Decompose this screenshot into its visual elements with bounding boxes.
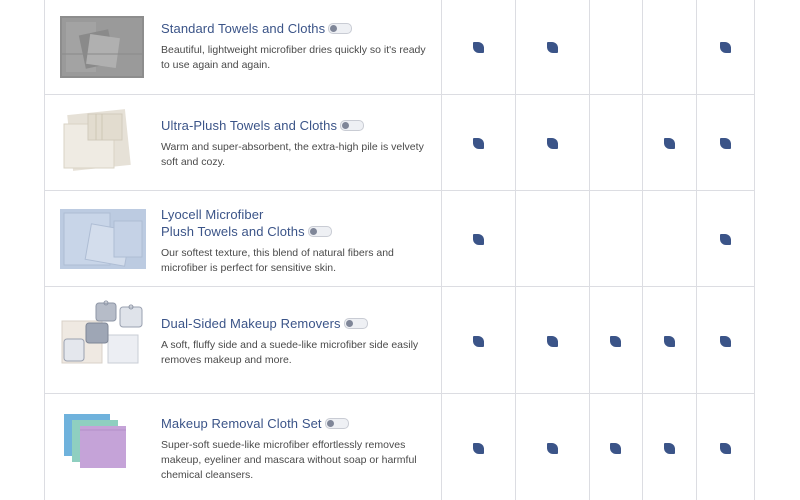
product-description: A soft, fluffy side and a suede-like microfiber side easily removes makeup and more. (161, 339, 419, 366)
product-title[interactable]: Ultra-Plush Towels and Cloths (161, 117, 431, 134)
leaf-check-icon (720, 234, 731, 245)
table-row (0, 287, 800, 393)
leaf-check-icon (664, 138, 675, 149)
leaf-check-icon (720, 138, 731, 149)
leaf-check-icon (547, 138, 558, 149)
product-description: Beautiful, lightweight microfiber dries quickly so it's ready to use again and again. (161, 44, 426, 71)
leaf-check-icon (473, 138, 484, 149)
brand-badge-icon (325, 418, 349, 429)
leaf-check-icon (473, 443, 484, 454)
product-info (161, 117, 431, 170)
leaf-check-icon (664, 443, 675, 454)
product-info (161, 206, 431, 276)
cream-towel-stack-image (58, 108, 150, 174)
table-row (0, 394, 800, 500)
leaf-check-icon (473, 42, 484, 53)
brand-badge-icon (344, 318, 368, 329)
product-description: Warm and super-absorbent, the extra-high pile is velvety soft and cozy. (161, 141, 424, 168)
product-info (161, 20, 431, 73)
leaf-check-icon (547, 443, 558, 454)
leaf-check-icon (720, 443, 731, 454)
product-title[interactable]: Standard Towels and Cloths (161, 20, 431, 37)
table-row (0, 0, 800, 94)
gray-towel-stack-image (58, 14, 150, 80)
product-info (161, 415, 431, 483)
leaf-check-icon (610, 336, 621, 347)
leaf-check-icon (473, 234, 484, 245)
product-title[interactable]: Lyocell Microfiber Plush Towels and Cloths (161, 206, 431, 240)
product-title[interactable]: Dual-Sided Makeup Removers (161, 315, 431, 332)
leaf-check-icon (720, 336, 731, 347)
colored-cloth-set-image (58, 410, 150, 472)
table-row (0, 191, 800, 286)
product-title[interactable]: Makeup Removal Cloth Set (161, 415, 431, 432)
table-row (0, 95, 800, 190)
leaf-check-icon (664, 336, 675, 347)
makeup-remover-pads-image (58, 295, 150, 367)
product-description: Our softest texture, this blend of natural fibers and microfiber is perfect for sensitive skin. (161, 247, 394, 274)
leaf-check-icon (547, 336, 558, 347)
leaf-check-icon (547, 42, 558, 53)
brand-badge-icon (328, 23, 352, 34)
brand-badge-icon (308, 226, 332, 237)
leaf-check-icon (473, 336, 484, 347)
light-blue-towel-set-image (58, 205, 150, 271)
product-description: Super-soft suede-like microfiber effortlessly removes makeup, eyeliner and mascara without soap or harmful chemical cleansers. (161, 439, 417, 481)
leaf-check-icon (720, 42, 731, 53)
product-info (161, 315, 431, 368)
leaf-check-icon (610, 443, 621, 454)
brand-badge-icon (340, 120, 364, 131)
